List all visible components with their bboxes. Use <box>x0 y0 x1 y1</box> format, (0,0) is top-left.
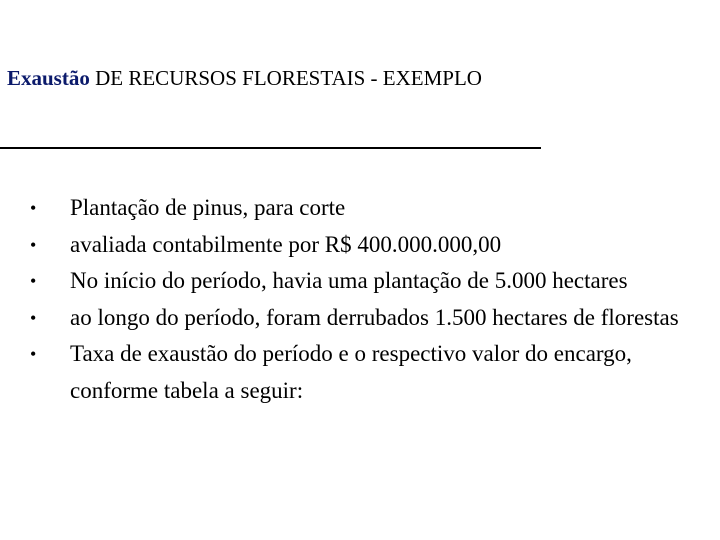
bullet-item <box>28 336 688 409</box>
bullet-dot-icon: • <box>30 271 37 292</box>
bullet-list <box>28 190 688 410</box>
slide-title-rest: DE RECURSOS FLORESTAIS - EXEMPLO <box>89 66 482 90</box>
bullet-item <box>28 190 688 227</box>
bullet-text: Plantação de pinus, para corte <box>70 195 346 220</box>
bullet-dot-icon: • <box>30 198 37 218</box>
bullet-text: No início do período, havia uma plantação de 5.000 hectares <box>70 268 628 294</box>
slide-title <box>7 66 482 91</box>
bullet-item <box>28 227 688 264</box>
title-underline-divider <box>0 147 541 149</box>
bullet-dot-icon: • <box>30 234 37 255</box>
bullet-dot-icon: • <box>30 344 37 365</box>
bullet-item <box>28 263 688 300</box>
bullet-dot-icon: • <box>30 307 37 328</box>
bullet-text: avaliada contabilmente por R$ 400.000.000,00 <box>70 231 502 257</box>
bullet-item <box>28 300 688 337</box>
bullet-text: Taxa de exaustão do período e o respectivo valor do encargo, conforme tabela a seguir: <box>70 341 632 403</box>
slide-title-keyword: Exaustão <box>7 66 90 90</box>
bullet-text: ao longo do período, foram derrubados 1.500 hectares de florestas <box>70 304 679 330</box>
